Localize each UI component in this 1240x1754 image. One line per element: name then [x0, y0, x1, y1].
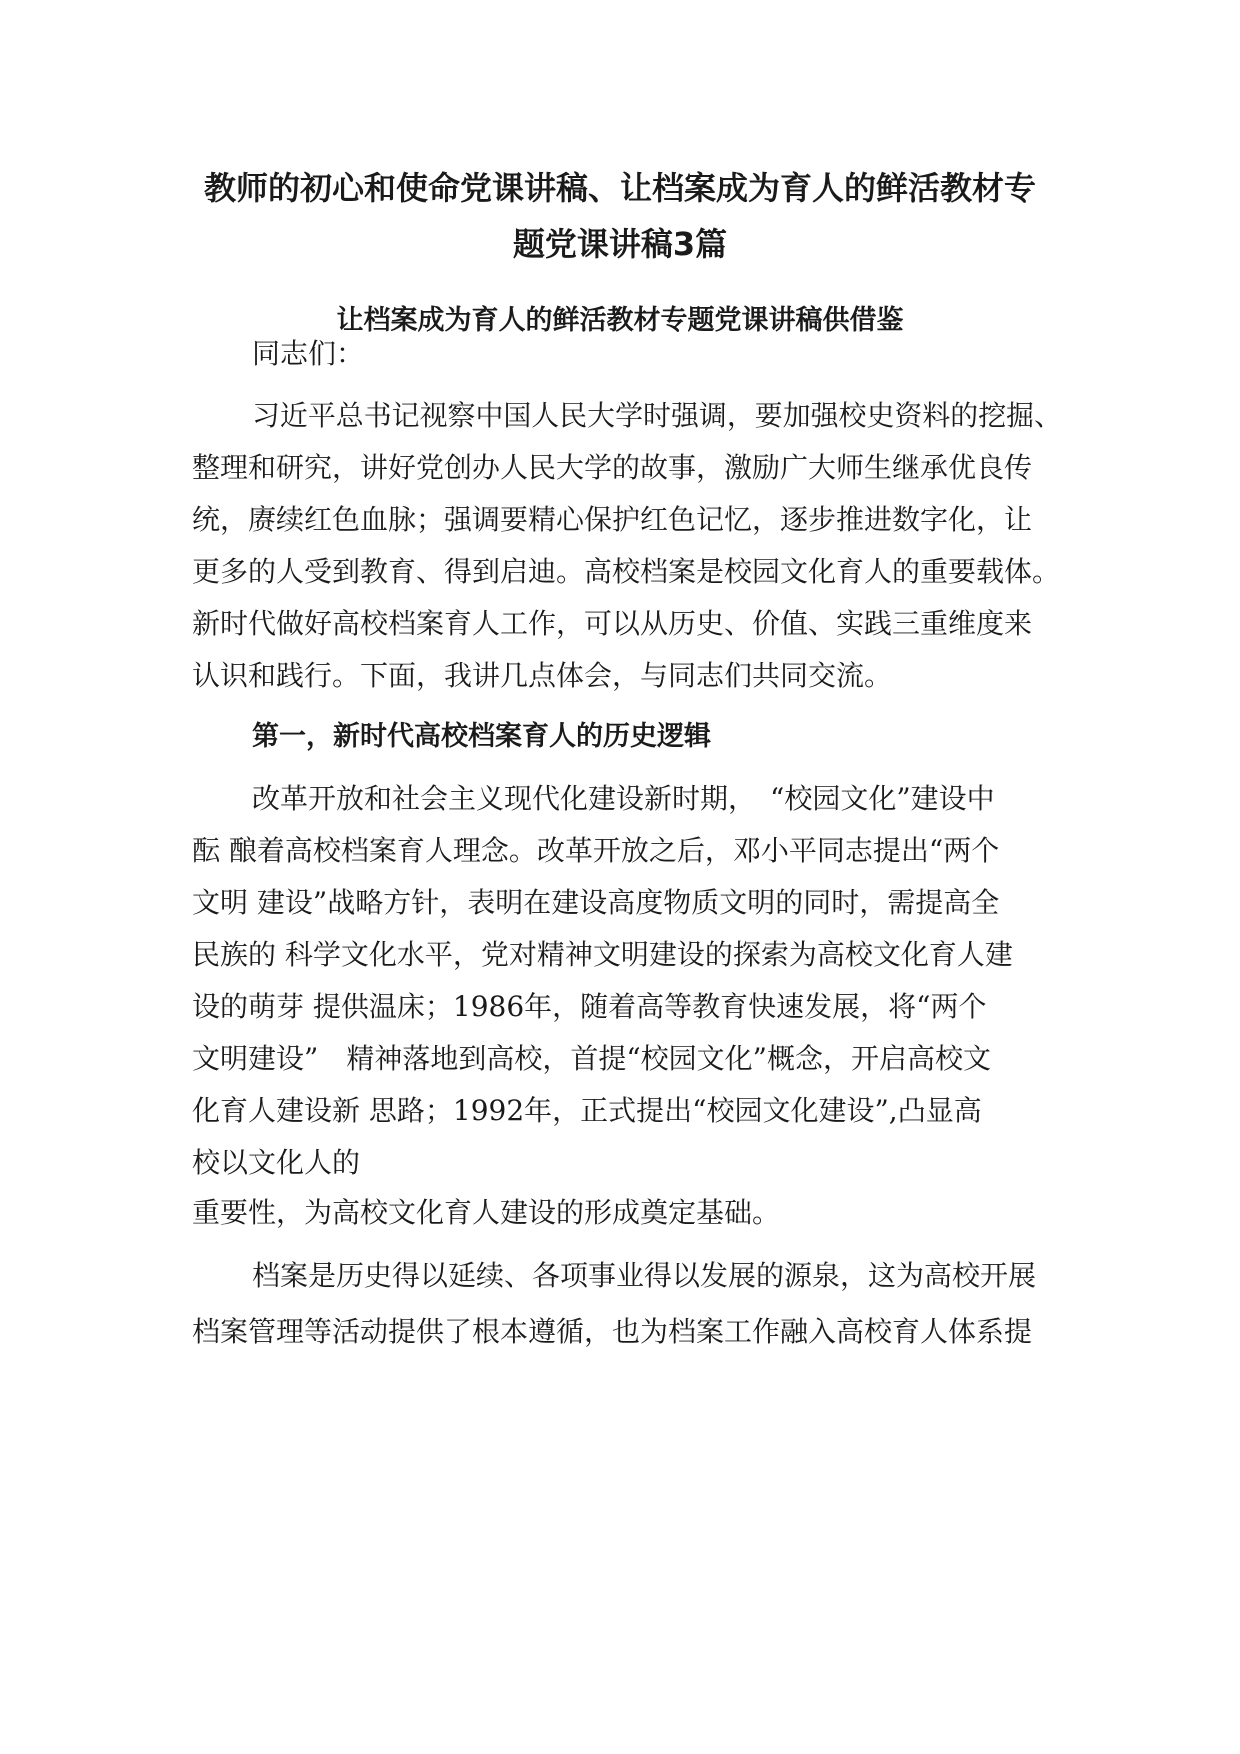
section-heading: 第一，新时代高校档案育人的历史逻辑 — [252, 721, 711, 752]
paragraph-line: 更多的人受到教育、得到启迪。高校档案是校园文化育人的重要载体。 — [192, 555, 1061, 588]
paragraph-line: 校以文化人的 — [192, 1146, 361, 1179]
title-line: 教师的初心和使命党课讲稿、让档案成为育人的鲜活教材专 — [203, 169, 1036, 207]
paragraph-line: 重要性，为高校文化育人建设的形成奠定基础。 — [192, 1196, 781, 1229]
paragraph-line: 文明建设” 精神落地到高校，首提“校园文化”概念，开启高校文 — [192, 1042, 991, 1075]
paragraph-line: 设的萌芽 提供温床；1986年，随着高等教育快速发展，将“两个 — [192, 990, 987, 1023]
paragraph-line: 整理和研究，讲好党创办人民大学的故事，激励广大师生继承优良传 — [192, 451, 1033, 484]
paragraph-line: 民族的 科学文化水平，党对精神文明建设的探索为高校文化育人建 — [192, 938, 1013, 971]
paragraph-line: 文明 建设”战略方针，表明在建设高度物质文明的同时，需提高全 — [192, 886, 1000, 919]
paragraph-line: 档案管理等活动提供了根本遵循，也为档案工作融入高校育人体系提 — [192, 1315, 1033, 1348]
paragraph-line: 档案是历史得以延续、各项事业得以发展的源泉，这为高校开展 — [252, 1259, 1037, 1292]
salutation: 同志们： — [252, 337, 365, 370]
paragraph-line: 新时代做好高校档案育人工作，可以从历史、价值、实践三重维度来 — [192, 607, 1033, 640]
paragraph-line: 习近平总书记视察中国人民大学时强调，要加强校史资料的挖掘、 — [252, 399, 1063, 432]
paragraph-line: 认识和践行。下面，我讲几点体会，与同志们共同交流。 — [192, 659, 893, 692]
title-line: 题党课讲稿3篇 — [512, 225, 728, 263]
paragraph-line: 统，赓续红色血脉；强调要精心保护红色记忆，逐步推进数字化，让 — [192, 503, 1033, 536]
paragraph-line: 化育人建设新 思路；1992年，正式提出“校园文化建设”,凸显高 — [192, 1094, 982, 1127]
document-title — [160, 160, 1080, 272]
document-subtitle: 让档案成为育人的鲜活教材专题党课讲稿供借鉴 — [336, 305, 904, 336]
paragraph-line: 酝 酿着高校档案育人理念。改革开放之后，邓小平同志提出“两个 — [192, 834, 1000, 867]
paragraph-line: 改革开放和社会主义现代化建设新时期， “校园文化”建设中 — [252, 782, 995, 815]
